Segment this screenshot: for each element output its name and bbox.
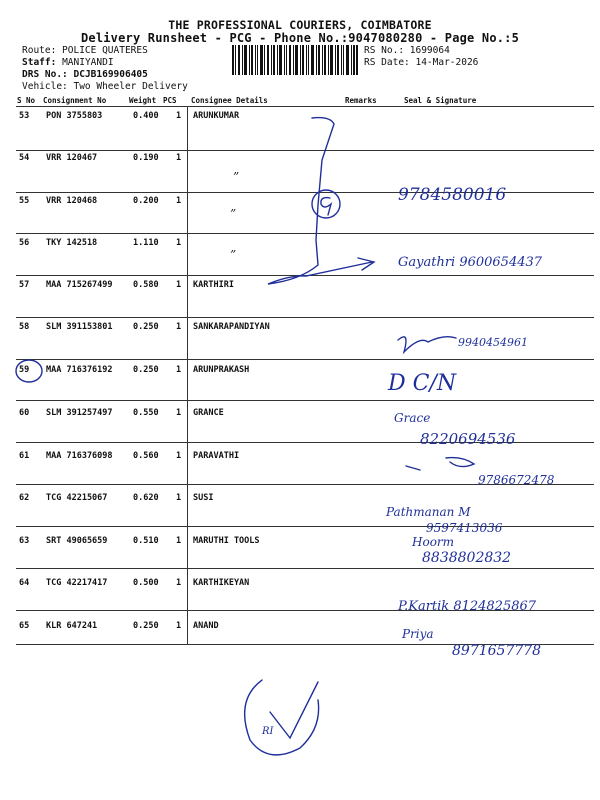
signature-text: Hoorm	[412, 535, 455, 549]
row-pcs: 1	[176, 280, 182, 290]
rs-date: RS Date: 14-Mar-2026	[364, 57, 479, 68]
row-weight: 0.560	[133, 451, 159, 461]
rs-number: RS No.: 1699064	[364, 45, 450, 56]
row-pcs: 1	[176, 365, 182, 375]
row-pcs: 1	[176, 536, 182, 546]
row-pcs: 1	[176, 238, 182, 248]
row-pcs: 1	[176, 493, 182, 503]
row-sno: 61	[19, 451, 30, 461]
signature-scribble	[398, 337, 456, 352]
bracket-arrow-icon	[268, 118, 372, 284]
row-sno: 60	[19, 408, 30, 418]
row-consignment: PON 3755803	[46, 111, 103, 121]
row-weight: 0.250	[133, 621, 159, 631]
row-weight: 0.550	[133, 408, 159, 418]
row-pcs: 1	[176, 153, 182, 163]
route-label: Route: POLICE QUATERES	[22, 45, 148, 56]
row-pcs: 1	[176, 578, 182, 588]
row-pcs: 1	[176, 111, 182, 121]
signature-text: Gayathri 9600654437	[398, 255, 543, 270]
row-weight: 0.200	[133, 196, 159, 206]
row-consignment: SLM 391153801	[46, 322, 113, 332]
col-pcs: PCS	[163, 96, 177, 105]
row-consignee: KARTHIKEYAN	[193, 578, 250, 588]
signature-text: 9940454961	[458, 336, 528, 349]
row-consignment: TCG 42215067	[46, 493, 108, 503]
signature-text: P.Kartik 8124825867	[398, 599, 537, 614]
row-sno: 53	[19, 111, 30, 121]
signature-scribble	[406, 458, 474, 470]
row-consignee: PARAVATHI	[193, 451, 240, 461]
signature-text: D C/N	[388, 371, 457, 396]
ditto-mark: ”	[233, 170, 240, 184]
signature-text: 8838802832	[422, 550, 512, 566]
row-sno: 64	[19, 578, 30, 588]
col-consignee: Consignee Details	[191, 96, 268, 105]
signature-text: Priya	[402, 627, 434, 641]
signature-text: 8220694536	[420, 430, 516, 448]
row-sno: 58	[19, 322, 30, 332]
row-weight: 0.510	[133, 536, 159, 546]
col-seal-signature: Seal & Signature	[404, 96, 477, 105]
drs-label: DRS No.:	[22, 69, 68, 80]
row-sno: 65	[19, 621, 30, 631]
col-sno: S No	[17, 96, 36, 105]
row-sno: 57	[19, 280, 30, 290]
row-weight: 0.400	[133, 111, 159, 121]
row-sno: 62	[19, 493, 30, 503]
row-sno: 56	[19, 238, 30, 248]
row-consignment: SLM 391257497	[46, 408, 113, 418]
signature-text: 9597413036	[426, 521, 503, 535]
row-weight: 0.190	[133, 153, 159, 163]
row-weight: 0.250	[133, 365, 159, 375]
signature-text: Pathmanan M	[386, 505, 471, 519]
col-consignment: Consignment No	[43, 96, 107, 105]
row-weight: 0.620	[133, 493, 159, 503]
row-pcs: 1	[176, 322, 182, 332]
footer-loop-icon	[245, 680, 319, 755]
row-consignment: VRR 120467	[46, 153, 98, 163]
row-consignment: MAA 716376098	[46, 451, 113, 461]
ditto-mark: ”	[230, 248, 237, 262]
row-sno: 59	[19, 365, 30, 375]
row-pcs: 1	[176, 451, 182, 461]
row-consignment: MAA 716376192	[46, 365, 113, 375]
ditto-mark: ”	[230, 207, 237, 221]
row-weight: 0.580	[133, 280, 159, 290]
drs-value: DCJB169906405	[73, 69, 148, 80]
row-weight: 1.110	[133, 238, 159, 248]
footer-mark-text: RI	[262, 726, 274, 737]
row-consignee: MARUTHI TOOLS	[193, 536, 260, 546]
col-weight: Weight	[129, 96, 157, 105]
row-consignment: TCG 42217417	[46, 578, 108, 588]
circled-row-icon	[16, 360, 42, 382]
row-consignment: SRT 49065659	[46, 536, 108, 546]
row-sno: 54	[19, 153, 30, 163]
signature-text: Grace	[394, 411, 431, 425]
row-consignment: TKY 142518	[46, 238, 98, 248]
row-consignment: KLR 647241	[46, 621, 98, 631]
row-pcs: 1	[176, 621, 182, 631]
row-sno: 63	[19, 536, 30, 546]
row-consignee: ARUNKUMAR	[193, 111, 240, 121]
staff-value: MANIYANDI	[62, 57, 114, 68]
row-consignee: KARTHIRI	[193, 280, 234, 290]
staff-label: Staff:	[22, 57, 57, 68]
row-consignee: ARUNPRAKASH	[193, 365, 250, 375]
row-pcs: 1	[176, 196, 182, 206]
row-pcs: 1	[176, 408, 182, 418]
signature-text: 8971657778	[452, 643, 542, 659]
signature-text: 9784580016	[398, 185, 507, 205]
row-weight: 0.500	[133, 578, 159, 588]
row-consignee: SUSI	[193, 493, 214, 503]
company-title: THE PROFESSIONAL COURIERS, COIMBATORE	[168, 18, 432, 32]
row-consignment: VRR 120468	[46, 196, 98, 206]
col-remarks: Remarks	[345, 96, 377, 105]
row-sno: 55	[19, 196, 30, 206]
circled-nine-icon	[312, 190, 340, 218]
signature-text: 9786672478	[478, 473, 555, 487]
vehicle-label: Vehicle: Two Wheeler Delivery	[22, 81, 188, 92]
row-consignee: GRANCE	[193, 408, 224, 418]
row-weight: 0.250	[133, 322, 159, 332]
row-consignee: SANKARAPANDIYAN	[193, 322, 270, 332]
row-consignee: ANAND	[193, 621, 219, 631]
row-consignment: MAA 715267499	[46, 280, 113, 290]
runsheet-subtitle: Delivery Runsheet - PCG - Phone No.:9047080280 - Page No.:5	[80, 31, 520, 45]
